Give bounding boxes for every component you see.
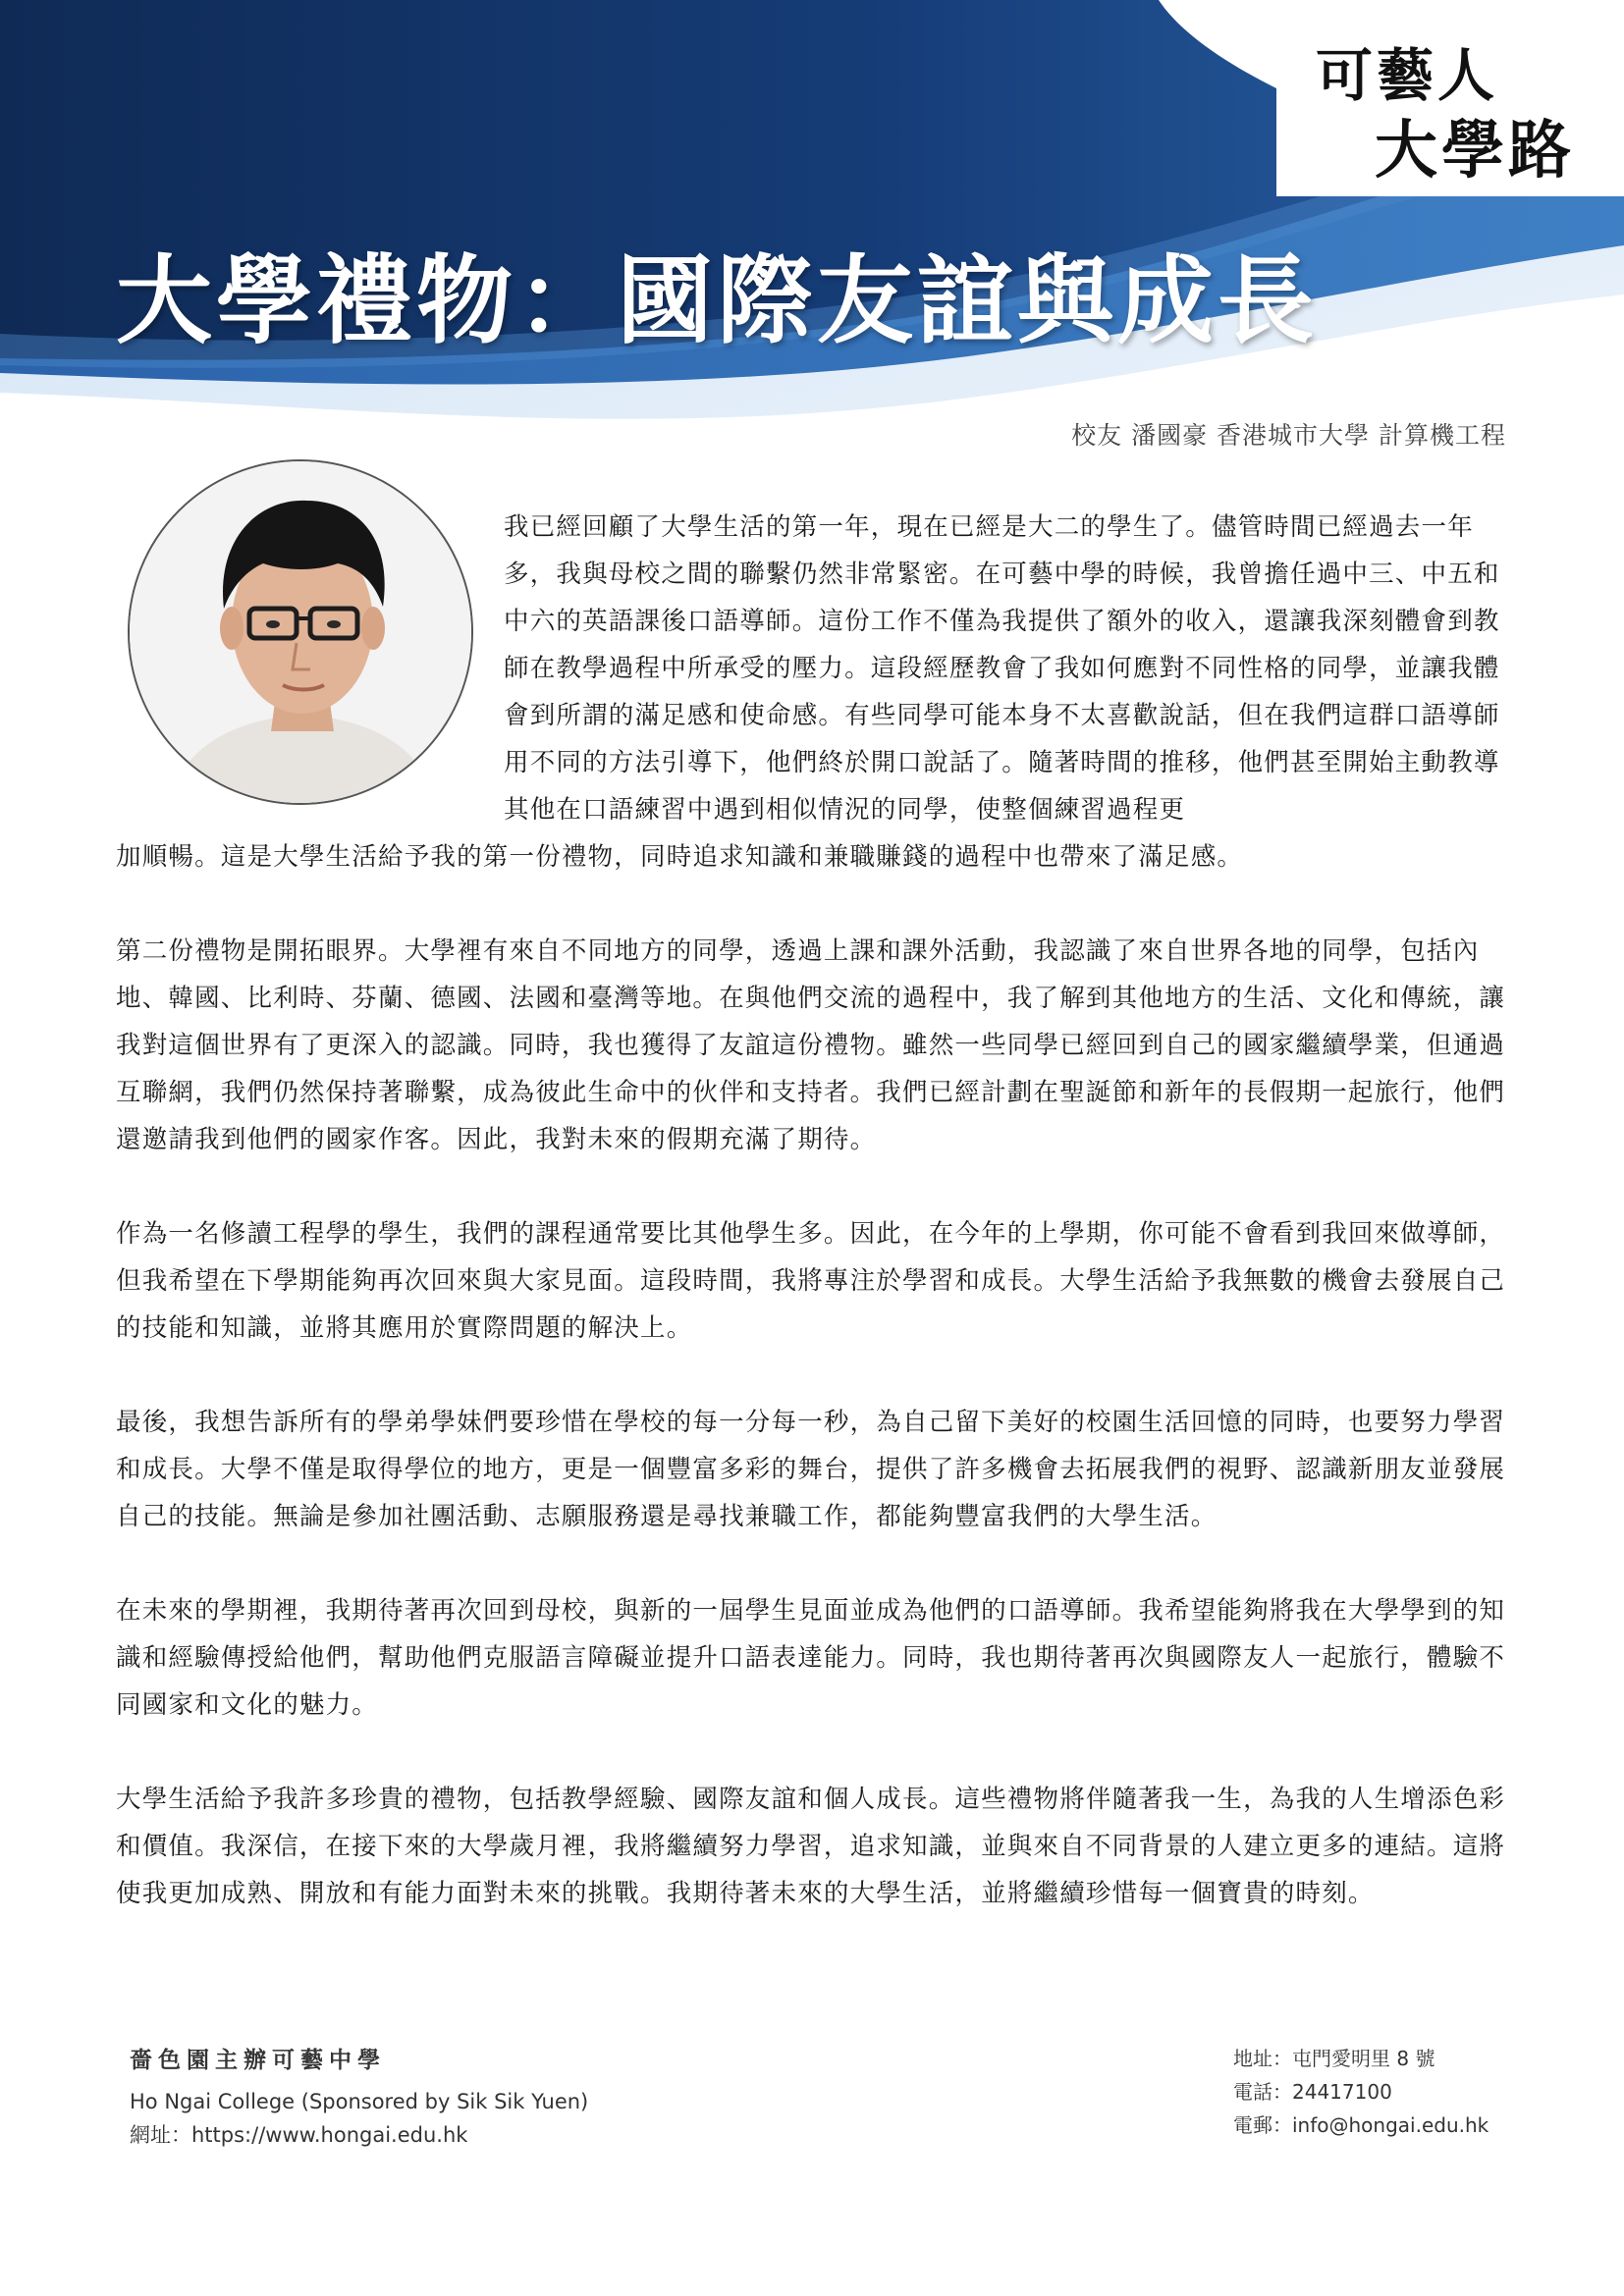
paragraph-1-end: 加順暢。這是大學生活給予我的第一份禮物，同時追求知識和兼職賺錢的過程中也帶來了滿足感。 <box>116 842 1244 872</box>
school-website[interactable]: 網址：https://www.hongai.edu.hk <box>130 2123 468 2147</box>
logo-line-2: 大學路 <box>1375 114 1575 187</box>
page-title: 大學禮物：國際友誼與成長 <box>116 245 1319 357</box>
footer-contact-info <box>1233 2042 1489 2142</box>
paragraph-5: 在未來的學期裡，我期待著再次回到母校，與新的一屆學生見面並成為他們的口語導師。我希望能夠將我在大學學到的知識和經驗傳授給他們，幫助他們克服語言障礙並提升口語表達能力。同時，我也期待著再次與國際友人一起旅行，體驗不同國家和文化的魅力。 <box>116 1596 1506 1720</box>
paragraph-4: 最後，我想告訴所有的學弟學妹們要珍惜在學校的每一分每一秒，為自己留下美好的校園生活回憶的同時，也要努力學習和成長。大學不僅是取得學位的地方，更是一個豐富多彩的舞台，提供了許多機會去拓展我們的視野、認識新朋友並發展自己的技能。無論是參加社團活動、志願服務還是尋找兼職工作，都能夠豐富我們的大學生活。 <box>116 1408 1506 1531</box>
portrait-image <box>130 461 473 805</box>
school-email[interactable]: 電郵：info@hongai.edu.hk <box>1233 2113 1489 2137</box>
school-address: 地址：屯門愛明里 8 號 <box>1233 2047 1435 2070</box>
paragraph-3: 作為一名修讀工程學的學生，我們的課程通常要比其他學生多。因此，在今年的上學期，你可能不會看到我回來做導師，但我希望在下學期能夠再次回來與大家見面。這段時間，我將專注於學習和成長。大學生活給予我無數的機會去發展自己的技能和知識，並將其應用於實際問題的解決上。 <box>116 1219 1506 1343</box>
author-byline: 校友 潘國豪 香港城市大學 計算機工程 <box>1071 421 1506 450</box>
footer-school-info <box>130 2044 588 2152</box>
school-name-zh: 嗇色園主辦可藝中學 <box>130 2048 386 2073</box>
paragraph-6: 大學生活給予我許多珍貴的禮物，包括教學經驗、國際友誼和個人成長。這些禮物將伴隨著我一生，為我的人生增添色彩和價值。我深信，在接下來的大學歲月裡，我將繼續努力學習，追求知識，並與來自不同背景的人建立更多的連結。這將使我更加成熟、開放和有能力面對未來的挑戰。我期待著未來的大學生活，並將繼續珍惜每一個寶貴的時刻。 <box>116 1785 1506 1908</box>
school-name-en: Ho Ngai College (Sponsored by Sik Sik Yuen) <box>130 2090 589 2113</box>
author-portrait <box>128 459 473 805</box>
paragraph-2: 第二份禮物是開拓眼界。大學裡有來自不同地方的同學，透過上課和課外活動，我認識了來自世界各地的同學，包括內地、韓國、比利時、芬蘭、德國、法國和臺灣等地。在與他們交流的過程中，我了解到其他地方的生活、文化和傳統，讓我對這個世界有了更深入的認識。同時，我也獲得了友誼這份禮物。雖然一些同學已經回到自己的國家繼續學業，但通過互聯網，我們仍然保持著聯繫，成為彼此生命中的伙伴和支持者。我們已經計劃在聖誕節和新年的長假期一起旅行，他們還邀請我到他們的國家作客。因此，我對未來的假期充滿了期待。 <box>116 936 1506 1154</box>
logo-calligraphy <box>1276 29 1600 187</box>
logo-line-1: 可藝人 <box>1316 42 1499 109</box>
paragraph-1-intro: 我已經回顧了大學生活的第一年，現在已經是大二的學生了。儘管時間已經過去一年多，我與母校之間的聯繫仍然非常緊密。在可藝中學的時候，我曾擔任過中三、中五和中六的英語課後口語導師。這份工作不僅為我提供了額外的收入，還讓我深刻體會到教師在教學過程中所承受的壓力。這段經歷教會了我如何應對不同性格的同學，並讓我體會到所謂的滿足感和使命感。有些同學可能本身不太喜歡說話，但在我們這群口語導師用不同的方法引導下，他們終於開口說話了。隨著時間的推移，他們甚至開始主動教導其他在口語練習中遇到相似情況的同學，使整個練習過程更 <box>504 512 1500 825</box>
school-phone: 電話：24417100 <box>1233 2080 1392 2104</box>
